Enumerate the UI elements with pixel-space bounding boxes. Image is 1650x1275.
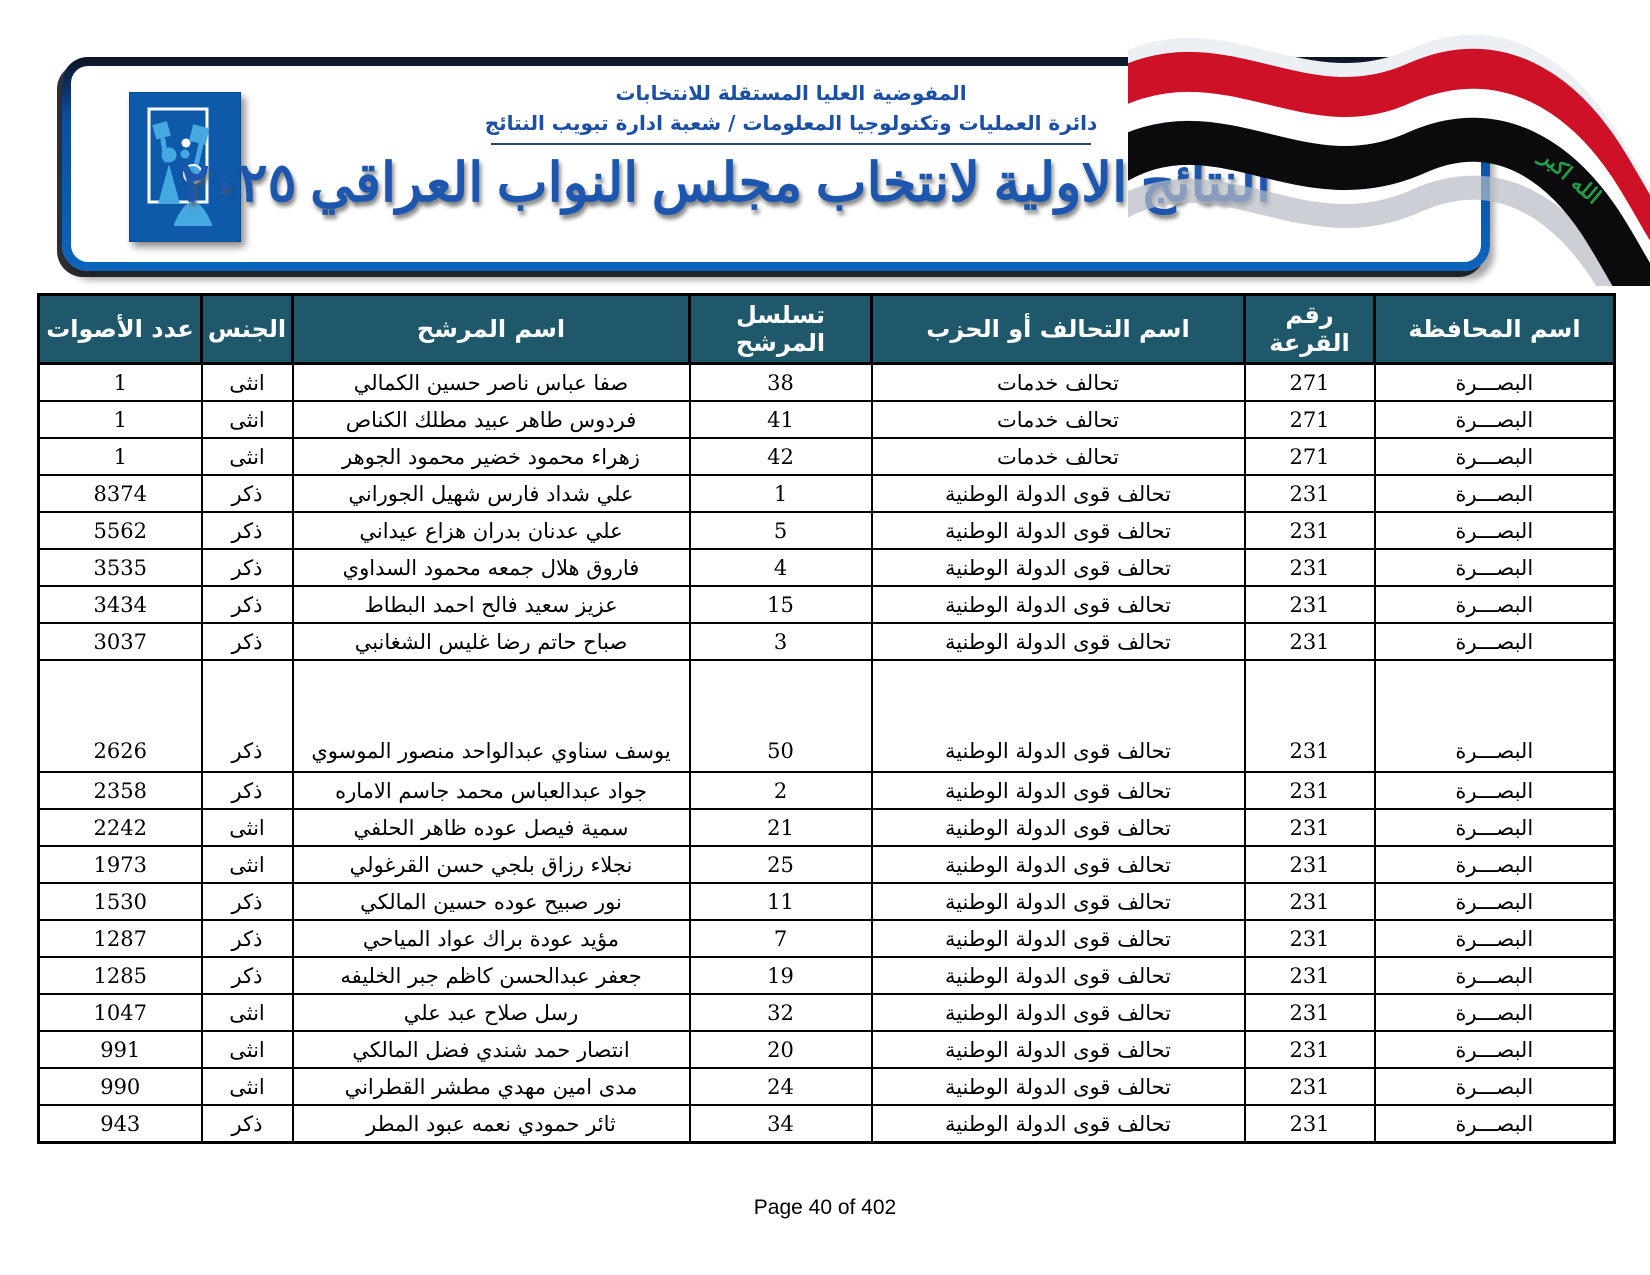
cell-seq: 21 [690, 809, 872, 846]
table-row [39, 364, 1615, 402]
cell-seq: 42 [690, 438, 872, 475]
cell-lottery: 231 [1245, 475, 1375, 512]
cell-candidate: انتصار حمد شندي فضل المالكي [293, 1031, 690, 1068]
cell-candidate: يوسف سناوي عبدالواحد منصور الموسوي [293, 660, 690, 772]
cell-votes: 2242 [39, 809, 202, 846]
commission-name: المفوضية العليا المستقلة للانتخابات [615, 81, 967, 105]
table-row [39, 957, 1615, 994]
cell-gender: ذكر [202, 660, 293, 772]
table-row [39, 1031, 1615, 1068]
cell-seq: 5 [690, 512, 872, 549]
cell-lottery: 231 [1245, 1105, 1375, 1143]
cell-candidate: جواد عبدالعباس محمد جاسم الاماره [293, 772, 690, 809]
cell-votes: 3535 [39, 549, 202, 586]
banner-divider [491, 143, 1091, 145]
cell-governorate: البصـــرة [1375, 401, 1615, 438]
cell-party: تحالف قوى الدولة الوطنية [872, 586, 1245, 623]
table-row [39, 586, 1615, 623]
table-row [39, 1105, 1615, 1143]
table-row [39, 846, 1615, 883]
cell-seq: 3 [690, 623, 872, 660]
cell-candidate: فردوس طاهر عبيد مطلك الكناص [293, 401, 690, 438]
table-row [39, 809, 1615, 846]
cell-seq: 50 [690, 660, 872, 772]
cell-gender: انثى [202, 994, 293, 1031]
cell-votes: 943 [39, 1105, 202, 1143]
cell-votes: 2358 [39, 772, 202, 809]
cell-gender: ذكر [202, 1105, 293, 1143]
cell-governorate: البصـــرة [1375, 772, 1615, 809]
cell-candidate: سمية فيصل عوده ظاهر الحلفي [293, 809, 690, 846]
cell-party: تحالف قوى الدولة الوطنية [872, 846, 1245, 883]
cell-gender: ذكر [202, 512, 293, 549]
cell-votes: 1 [39, 401, 202, 438]
cell-candidate: مؤيد عودة براك عواد المياحي [293, 920, 690, 957]
cell-governorate: البصـــرة [1375, 512, 1615, 549]
cell-candidate: نجلاء رزاق بلجي حسن القرغولي [293, 846, 690, 883]
cell-governorate: البصـــرة [1375, 846, 1615, 883]
cell-votes: 990 [39, 1068, 202, 1105]
cell-gender: ذكر [202, 586, 293, 623]
cell-votes: 1285 [39, 957, 202, 994]
cell-seq: 25 [690, 846, 872, 883]
table-row [39, 1068, 1615, 1105]
flag-takbir-text: الله اكبر [1535, 143, 1607, 209]
table-row [39, 438, 1615, 475]
cell-lottery: 231 [1245, 994, 1375, 1031]
cell-lottery: 231 [1245, 883, 1375, 920]
cell-party: تحالف قوى الدولة الوطنية [872, 1031, 1245, 1068]
cell-party: تحالف قوى الدولة الوطنية [872, 512, 1245, 549]
cell-gender: انثى [202, 401, 293, 438]
cell-seq: 11 [690, 883, 872, 920]
cell-lottery: 271 [1245, 438, 1375, 475]
table-row [39, 772, 1615, 809]
cell-seq: 24 [690, 1068, 872, 1105]
cell-lottery: 231 [1245, 957, 1375, 994]
cell-party: تحالف خدمات [872, 401, 1245, 438]
col-header-governorate: اسم المحافظة [1375, 295, 1615, 364]
cell-seq: 41 [690, 401, 872, 438]
cell-party: تحالف قوى الدولة الوطنية [872, 1105, 1245, 1143]
cell-party: تحالف قوى الدولة الوطنية [872, 1068, 1245, 1105]
cell-lottery: 231 [1245, 809, 1375, 846]
cell-governorate: البصـــرة [1375, 660, 1615, 772]
cell-governorate: البصـــرة [1375, 883, 1615, 920]
cell-gender: ذكر [202, 772, 293, 809]
cell-candidate: زهراء محمود خضير محمود الجوهر [293, 438, 690, 475]
cell-seq: 1 [690, 475, 872, 512]
cell-seq: 19 [690, 957, 872, 994]
cell-governorate: البصـــرة [1375, 623, 1615, 660]
cell-candidate: نور صبيح عوده حسين المالكي [293, 883, 690, 920]
cell-lottery: 231 [1245, 623, 1375, 660]
cell-party: تحالف قوى الدولة الوطنية [872, 475, 1245, 512]
cell-lottery: 271 [1245, 364, 1375, 402]
report-title: النتائج الاولية لانتخاب مجلس النواب العراقي ٢٠٢٥ [180, 153, 1271, 213]
cell-gender: انثى [202, 809, 293, 846]
cell-lottery: 231 [1245, 1068, 1375, 1105]
cell-governorate: البصـــرة [1375, 364, 1615, 402]
cell-lottery: 231 [1245, 549, 1375, 586]
cell-gender: ذكر [202, 883, 293, 920]
department-name: دائرة العمليات وتكنولوجيا المعلومات / شعبة ادارة تبويب النتائج [484, 111, 1098, 135]
cell-lottery: 231 [1245, 1031, 1375, 1068]
cell-gender: انثى [202, 438, 293, 475]
cell-governorate: البصـــرة [1375, 1068, 1615, 1105]
cell-votes: 1530 [39, 883, 202, 920]
cell-party: تحالف قوى الدولة الوطنية [872, 994, 1245, 1031]
cell-party: تحالف قوى الدولة الوطنية [872, 623, 1245, 660]
table-row [39, 475, 1615, 512]
results-table-body [39, 364, 1615, 1143]
col-header-votes: عدد الأصوات [39, 295, 202, 364]
cell-votes: 8374 [39, 475, 202, 512]
cell-votes: 1287 [39, 920, 202, 957]
cell-candidate: مدى امين مهدي مطشر القطراني [293, 1068, 690, 1105]
table-row [39, 660, 1615, 772]
cell-gender: انثى [202, 1068, 293, 1105]
cell-lottery: 271 [1245, 401, 1375, 438]
cell-candidate: رسل صلاح عبد علي [293, 994, 690, 1031]
col-header-lottery-number: رقم القرعة [1245, 295, 1375, 364]
cell-party: تحالف قوى الدولة الوطنية [872, 772, 1245, 809]
cell-gender: ذكر [202, 920, 293, 957]
cell-party: تحالف قوى الدولة الوطنية [872, 920, 1245, 957]
cell-party: تحالف قوى الدولة الوطنية [872, 660, 1245, 772]
cell-votes: 1 [39, 438, 202, 475]
table-row [39, 549, 1615, 586]
table-row [39, 623, 1615, 660]
cell-governorate: البصـــرة [1375, 1031, 1615, 1068]
cell-candidate: علي شداد فارس شهيل الجوراني [293, 475, 690, 512]
cell-votes: 2626 [39, 660, 202, 772]
cell-seq: 32 [690, 994, 872, 1031]
col-header-candidate-name: اسم المرشح [293, 295, 690, 364]
cell-governorate: البصـــرة [1375, 549, 1615, 586]
cell-votes: 3037 [39, 623, 202, 660]
cell-seq: 4 [690, 549, 872, 586]
cell-gender: ذكر [202, 957, 293, 994]
table-row [39, 994, 1615, 1031]
cell-seq: 38 [690, 364, 872, 402]
cell-party: تحالف خدمات [872, 364, 1245, 402]
cell-governorate: البصـــرة [1375, 994, 1615, 1031]
cell-candidate: فاروق هلال جمعه محمود السداوي [293, 549, 690, 586]
cell-gender: انثى [202, 846, 293, 883]
cell-candidate: صباح حاتم رضا غليس الشغانبي [293, 623, 690, 660]
cell-candidate: جعفر عبدالحسن كاظم جبر الخليفه [293, 957, 690, 994]
cell-seq: 7 [690, 920, 872, 957]
cell-party: تحالف قوى الدولة الوطنية [872, 809, 1245, 846]
cell-party: تحالف قوى الدولة الوطنية [872, 957, 1245, 994]
table-row [39, 512, 1615, 549]
col-header-coalition: اسم التحالف أو الحزب [872, 295, 1245, 364]
col-header-candidate-seq: تسلسل المرشح [690, 295, 872, 364]
cell-governorate: البصـــرة [1375, 586, 1615, 623]
cell-governorate: البصـــرة [1375, 438, 1615, 475]
header-row [39, 295, 1615, 364]
cell-votes: 1 [39, 364, 202, 402]
cell-votes: 1973 [39, 846, 202, 883]
cell-candidate: صفا عباس ناصر حسين الكمالي [293, 364, 690, 402]
cell-seq: 15 [690, 586, 872, 623]
cell-gender: انثى [202, 364, 293, 402]
iraq-flag-icon [1128, 30, 1650, 286]
cell-lottery: 231 [1245, 846, 1375, 883]
cell-votes: 5562 [39, 512, 202, 549]
cell-lottery: 231 [1245, 772, 1375, 809]
cell-votes: 3434 [39, 586, 202, 623]
cell-lottery: 231 [1245, 512, 1375, 549]
cell-party: تحالف قوى الدولة الوطنية [872, 883, 1245, 920]
cell-governorate: البصـــرة [1375, 475, 1615, 512]
cell-candidate: عزيز سعيد فالح احمد البطاط [293, 586, 690, 623]
cell-governorate: البصـــرة [1375, 957, 1615, 994]
cell-lottery: 231 [1245, 660, 1375, 772]
cell-governorate: البصـــرة [1375, 920, 1615, 957]
cell-seq: 2 [690, 772, 872, 809]
cell-candidate: علي عدنان بدران هزاع عيداني [293, 512, 690, 549]
cell-gender: ذكر [202, 623, 293, 660]
cell-gender: انثى [202, 1031, 293, 1068]
cell-gender: ذكر [202, 475, 293, 512]
cell-candidate: ثائر حمودي نعمه عبود المطر [293, 1105, 690, 1143]
cell-lottery: 231 [1245, 586, 1375, 623]
table-row [39, 883, 1615, 920]
cell-party: تحالف قوى الدولة الوطنية [872, 549, 1245, 586]
cell-party: تحالف خدمات [872, 438, 1245, 475]
cell-votes: 1047 [39, 994, 202, 1031]
results-table-head [39, 295, 1615, 364]
cell-seq: 34 [690, 1105, 872, 1143]
cell-governorate: البصـــرة [1375, 809, 1615, 846]
col-header-gender: الجنس [202, 295, 293, 364]
cell-governorate: البصـــرة [1375, 1105, 1615, 1143]
cell-lottery: 231 [1245, 920, 1375, 957]
cell-votes: 991 [39, 1031, 202, 1068]
cell-gender: ذكر [202, 549, 293, 586]
table-row [39, 920, 1615, 957]
table-row [39, 401, 1615, 438]
cell-seq: 20 [690, 1031, 872, 1068]
banner-text-block [180, 78, 1271, 214]
results-table [37, 293, 1616, 1144]
page-number: Page 40 of 402 [753, 1196, 897, 1219]
